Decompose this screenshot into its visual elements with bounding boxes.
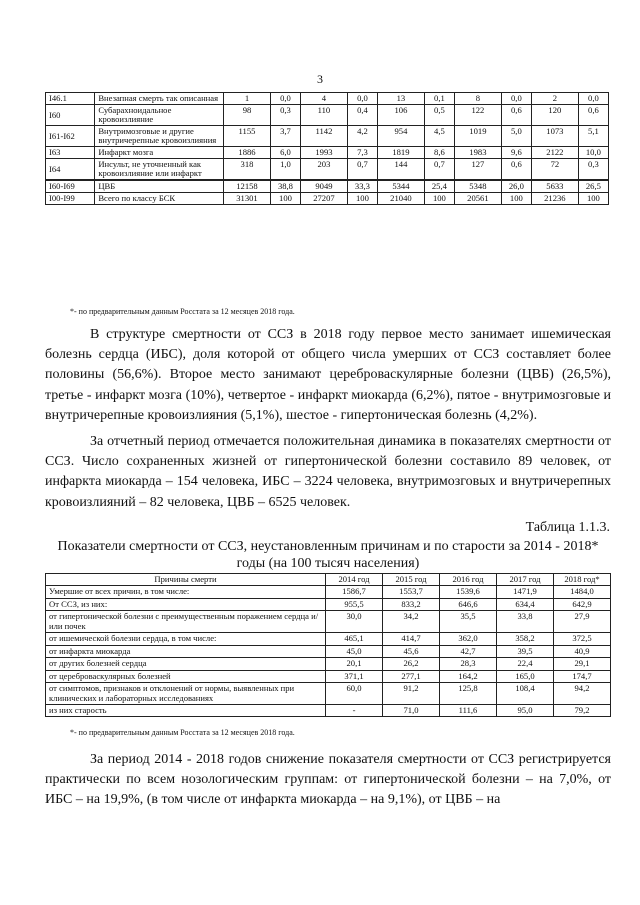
table-row — [46, 658, 611, 670]
percent-cell: 0,7 — [347, 159, 377, 181]
rate-cell: 30,0 — [326, 611, 383, 633]
row-code: I64 — [46, 159, 95, 181]
percent-cell: 0,0 — [270, 93, 300, 105]
table1-footnote: *- по предварительным данным Росстата за 12 месяцев 2018 года. — [70, 307, 295, 316]
count-cell: 106 — [377, 105, 424, 126]
rate-cell: 79,2 — [554, 704, 611, 716]
row-name: Внезапная смерть так описанная — [95, 93, 224, 105]
rate-cell: 277,1 — [383, 670, 440, 682]
page-number: 3 — [317, 72, 323, 86]
row-name: От ССЗ, из них: — [46, 598, 326, 610]
table-row — [46, 586, 611, 598]
percent-cell: 9,6 — [501, 147, 531, 159]
rate-cell: 164,2 — [440, 670, 497, 682]
percent-cell: 3,7 — [270, 126, 300, 147]
percent-cell: 0,5 — [424, 105, 454, 126]
count-cell: 98 — [224, 105, 271, 126]
count-cell: 120 — [531, 105, 578, 126]
row-name: от других болезней сердца — [46, 658, 326, 670]
percent-cell: 25,4 — [424, 180, 454, 193]
percent-cell: 0,1 — [424, 93, 454, 105]
row-name: Субарахноидальное кровоизлияние — [95, 105, 224, 126]
paragraph-decline: За период 2014 - 2018 годов снижение показателя смертности от ССЗ регистрируется практически по всем нозологическим группам: от гипертонической болезни – на 7,0%, от ИБС – на 19,9%, (в том числе от инфаркта миокарда – на 9,1%), от ЦВБ – на — [45, 752, 611, 808]
rate-cell: 40,9 — [554, 645, 611, 657]
rate-cell: 125,8 — [440, 683, 497, 705]
row-code: I00-I99 — [46, 193, 95, 205]
count-cell: 21236 — [531, 193, 578, 205]
count-cell: 27207 — [301, 193, 348, 205]
percent-cell: 0,6 — [501, 159, 531, 181]
rate-cell: 372,5 — [554, 633, 611, 645]
count-cell: 110 — [301, 105, 348, 126]
row-code: I63 — [46, 147, 95, 159]
percent-cell: 8,6 — [424, 147, 454, 159]
count-cell: 1019 — [454, 126, 501, 147]
rate-cell: 71,0 — [383, 704, 440, 716]
percent-cell: 7,3 — [347, 147, 377, 159]
column-header: 2014 год — [326, 574, 383, 586]
count-cell: 4 — [301, 93, 348, 105]
count-cell: 5633 — [531, 180, 578, 193]
percent-cell: 0,7 — [424, 159, 454, 181]
count-cell: 954 — [377, 126, 424, 147]
column-header: 2015 год — [383, 574, 440, 586]
rate-cell: 94,2 — [554, 683, 611, 705]
paragraph-dynamics: За отчетный период отмечается положительная динамика в показателях смертности от ССЗ. Число сохраненных жизней от гипертонической болезни составило 89 человек, от инфаркта миокарда – 154 человека, ИБС – 3224 человека, внутримозговых и внутричерепных кровоизлияний – 82 человека, ЦВБ – 6525 человек. — [45, 434, 611, 510]
count-cell: 1155 — [224, 126, 271, 147]
row-code: I46.1 — [46, 93, 95, 105]
count-cell: 122 — [454, 105, 501, 126]
table-row — [46, 645, 611, 657]
rate-cell: 642,9 — [554, 598, 611, 610]
table-title: Показатели смертности от ССЗ, неустановленным причинам и по старости за 2014 - 2018* годы (на 100 тысяч населения) — [57, 539, 599, 571]
percent-cell: 26,5 — [578, 180, 608, 193]
percent-cell: 0,0 — [501, 93, 531, 105]
table-row — [46, 670, 611, 682]
table-row — [46, 193, 609, 205]
percent-cell: 5,0 — [501, 126, 531, 147]
percent-cell: 0,3 — [270, 105, 300, 126]
rate-cell: 34,2 — [383, 611, 440, 633]
percent-cell: 38,8 — [270, 180, 300, 193]
count-cell: 1 — [224, 93, 271, 105]
count-cell: 1073 — [531, 126, 578, 147]
count-cell: 9049 — [301, 180, 348, 193]
row-name: ЦВБ — [95, 180, 224, 193]
rate-cell: 414,7 — [383, 633, 440, 645]
rate-cell: 1539,6 — [440, 586, 497, 598]
rate-cell: 358,2 — [497, 633, 554, 645]
table-row — [46, 159, 609, 181]
percent-cell: 6,0 — [270, 147, 300, 159]
row-code: I60 — [46, 105, 95, 126]
rate-cell: 29,1 — [554, 658, 611, 670]
row-name: Всего по классу БСК — [95, 193, 224, 205]
percent-cell: 1,0 — [270, 159, 300, 181]
percent-cell: 100 — [578, 193, 608, 205]
percent-cell: 100 — [501, 193, 531, 205]
percent-cell: 26,0 — [501, 180, 531, 193]
row-name: от ишемической болезни сердца, в том числе: — [46, 633, 326, 645]
percent-cell: 5,1 — [578, 126, 608, 147]
rate-cell: 1586,7 — [326, 586, 383, 598]
percent-cell: 0,6 — [578, 105, 608, 126]
percent-cell: 0,4 — [347, 105, 377, 126]
percent-cell: 4,5 — [424, 126, 454, 147]
count-cell: 144 — [377, 159, 424, 181]
count-cell: 2 — [531, 93, 578, 105]
row-name: от гипертонической болезни с преимущественным поражением сердца и/или почек — [46, 611, 326, 633]
table-row — [46, 704, 611, 716]
row-name: Умершие от всех причин, в том числе: — [46, 586, 326, 598]
row-name: от симптомов, признаков и отклонений от нормы, выявленных при клинических и лабораторных исследованиях — [46, 683, 326, 705]
percent-cell: 4,2 — [347, 126, 377, 147]
count-cell: 5344 — [377, 180, 424, 193]
mortality-rates-table — [45, 573, 611, 717]
rate-cell: 45,6 — [383, 645, 440, 657]
table-label: Таблица 1.1.3. — [525, 520, 610, 535]
count-cell: 1142 — [301, 126, 348, 147]
rate-cell: 22,4 — [497, 658, 554, 670]
row-code: I60-I69 — [46, 180, 95, 193]
rate-cell: 33,8 — [497, 611, 554, 633]
table-row — [46, 633, 611, 645]
row-name: от цереброваскулярных болезней — [46, 670, 326, 682]
percent-cell: 10,0 — [578, 147, 608, 159]
table-row — [46, 180, 609, 193]
rate-cell: 111,6 — [440, 704, 497, 716]
column-header: Причины смерти — [46, 574, 326, 586]
count-cell: 203 — [301, 159, 348, 181]
column-header: 2016 год — [440, 574, 497, 586]
percent-cell: 0,3 — [578, 159, 608, 181]
percent-cell: 0,6 — [501, 105, 531, 126]
rate-cell: 108,4 — [497, 683, 554, 705]
rate-cell: 165,0 — [497, 670, 554, 682]
rate-cell: 1553,7 — [383, 586, 440, 598]
rate-cell: 833,2 — [383, 598, 440, 610]
paragraph-structure: В структуре смертности от ССЗ в 2018 году первое место занимает ишемическая болезнь сердца (ИБС), доля которой от общего числа умерших от ССЗ составляет более половины (56,6%). Второе место занимают цереброваскулярные болезни (ЦВБ) (26,5%), третье - инфаркт мозга (10%), четвертое - инфаркт миокарда (6,2%), пятое - внутримозговые и внутричерепные кровоизлияния (5,1%), шестое - гипертоническая болезнь (4,2%). — [45, 327, 611, 423]
percent-cell: 100 — [424, 193, 454, 205]
rate-cell: 35,5 — [440, 611, 497, 633]
table-row — [46, 683, 611, 705]
row-name: из них старость — [46, 704, 326, 716]
table-row — [46, 126, 609, 147]
rate-cell: 27,9 — [554, 611, 611, 633]
rate-cell: 95,0 — [497, 704, 554, 716]
table-row — [46, 611, 611, 633]
row-name: Внутримозговые и другие внутричерепные кровоизлияния — [95, 126, 224, 147]
rate-cell: 20,1 — [326, 658, 383, 670]
percent-cell: 100 — [270, 193, 300, 205]
rate-cell: 26,2 — [383, 658, 440, 670]
mortality-structure-table — [45, 92, 609, 205]
table-row — [46, 147, 609, 159]
table-header-row — [46, 574, 611, 586]
percent-cell: 0,0 — [578, 93, 608, 105]
rate-cell: 465,1 — [326, 633, 383, 645]
count-cell: 127 — [454, 159, 501, 181]
rate-cell: 28,3 — [440, 658, 497, 670]
percent-cell: 33,3 — [347, 180, 377, 193]
count-cell: 13 — [377, 93, 424, 105]
row-name: Инфаркт мозга — [95, 147, 224, 159]
rate-cell: 91,2 — [383, 683, 440, 705]
row-code: I61-I62 — [46, 126, 95, 147]
count-cell: 2122 — [531, 147, 578, 159]
rate-cell: 371,1 — [326, 670, 383, 682]
count-cell: 12158 — [224, 180, 271, 193]
table-row — [46, 105, 609, 126]
rate-cell: 634,4 — [497, 598, 554, 610]
count-cell: 20561 — [454, 193, 501, 205]
table-row — [46, 93, 609, 105]
rate-cell: 39,5 — [497, 645, 554, 657]
table-row — [46, 598, 611, 610]
rate-cell: 1471,9 — [497, 586, 554, 598]
count-cell: 1983 — [454, 147, 501, 159]
count-cell: 1886 — [224, 147, 271, 159]
rate-cell: 60,0 — [326, 683, 383, 705]
count-cell: 5348 — [454, 180, 501, 193]
rate-cell: 362,0 — [440, 633, 497, 645]
rate-cell: 174,7 — [554, 670, 611, 682]
rate-cell: 45,0 — [326, 645, 383, 657]
rate-cell: 955,5 — [326, 598, 383, 610]
rate-cell: 646,6 — [440, 598, 497, 610]
column-header: 2017 год — [497, 574, 554, 586]
table2-footnote: *- по предварительным данным Росстата за 12 месяцев 2018 года. — [70, 728, 295, 737]
count-cell: 21040 — [377, 193, 424, 205]
rate-cell: - — [326, 704, 383, 716]
count-cell: 1819 — [377, 147, 424, 159]
rate-cell: 42,7 — [440, 645, 497, 657]
count-cell: 1993 — [301, 147, 348, 159]
row-name: Инсульт, не уточненный как кровоизлияние или инфаркт — [95, 159, 224, 181]
percent-cell: 100 — [347, 193, 377, 205]
column-header: 2018 год* — [554, 574, 611, 586]
row-name: от инфаркта миокарда — [46, 645, 326, 657]
rate-cell: 1484,0 — [554, 586, 611, 598]
percent-cell: 0,0 — [347, 93, 377, 105]
count-cell: 31301 — [224, 193, 271, 205]
count-cell: 8 — [454, 93, 501, 105]
count-cell: 72 — [531, 159, 578, 181]
count-cell: 318 — [224, 159, 271, 181]
